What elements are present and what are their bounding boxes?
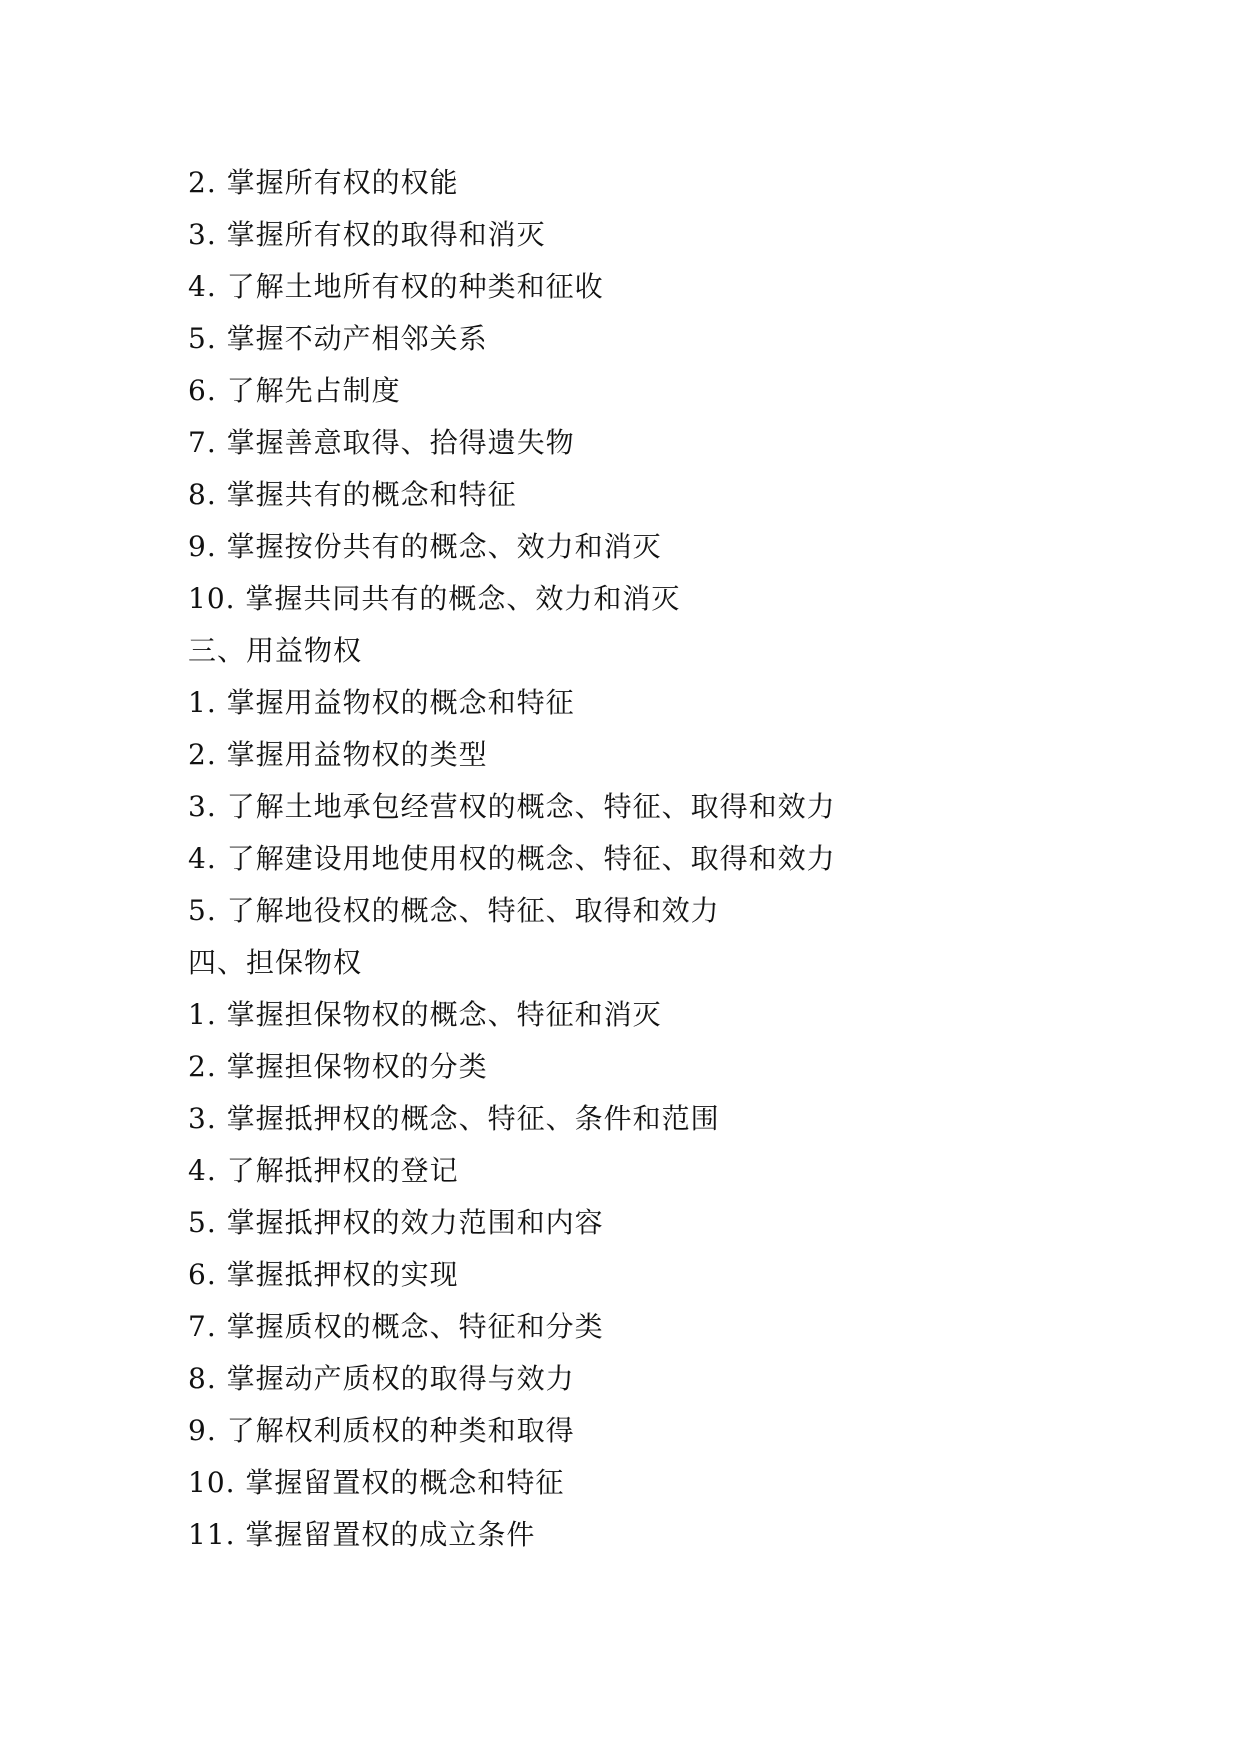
outline-item: 2. 掌握所有权的权能 (188, 166, 459, 199)
section-heading: 三、用益物权 (188, 634, 363, 667)
outline-item: 3. 掌握抵押权的概念、特征、条件和范围 (188, 1102, 720, 1135)
outline-item: 3. 掌握所有权的取得和消灭 (188, 218, 546, 251)
outline-item: 4. 了解建设用地使用权的概念、特征、取得和效力 (188, 842, 836, 875)
outline-item: 5. 了解地役权的概念、特征、取得和效力 (188, 894, 720, 927)
outline-item: 6. 掌握抵押权的实现 (188, 1258, 459, 1291)
outline-item: 8. 掌握共有的概念和特征 (188, 478, 517, 511)
outline-item: 2. 掌握担保物权的分类 (188, 1050, 488, 1083)
section-heading: 四、担保物权 (188, 946, 363, 979)
outline-item: 4. 了解抵押权的登记 (188, 1154, 459, 1187)
outline-item: 2. 掌握用益物权的类型 (188, 738, 488, 771)
outline-item: 7. 掌握善意取得、拾得遗失物 (188, 426, 575, 459)
outline-item: 1. 掌握用益物权的概念和特征 (188, 686, 575, 719)
outline-item: 10. 掌握留置权的概念和特征 (188, 1466, 565, 1499)
outline-item: 5. 掌握抵押权的效力范围和内容 (188, 1206, 604, 1239)
outline-item: 9. 了解权利质权的种类和取得 (188, 1414, 575, 1447)
outline-item: 1. 掌握担保物权的概念、特征和消灭 (188, 998, 662, 1031)
outline-item: 5. 掌握不动产相邻关系 (188, 322, 488, 355)
outline-item: 9. 掌握按份共有的概念、效力和消灭 (188, 530, 662, 563)
outline-item: 11. 掌握留置权的成立条件 (188, 1518, 536, 1551)
outline-item: 3. 了解土地承包经营权的概念、特征、取得和效力 (188, 790, 836, 823)
outline-item: 6. 了解先占制度 (188, 374, 401, 407)
outline-list (188, 157, 1168, 1561)
outline-item: 4. 了解土地所有权的种类和征收 (188, 270, 604, 303)
outline-item: 8. 掌握动产质权的取得与效力 (188, 1362, 575, 1395)
outline-item: 10. 掌握共同共有的概念、效力和消灭 (188, 582, 681, 615)
outline-item: 7. 掌握质权的概念、特征和分类 (188, 1310, 604, 1343)
